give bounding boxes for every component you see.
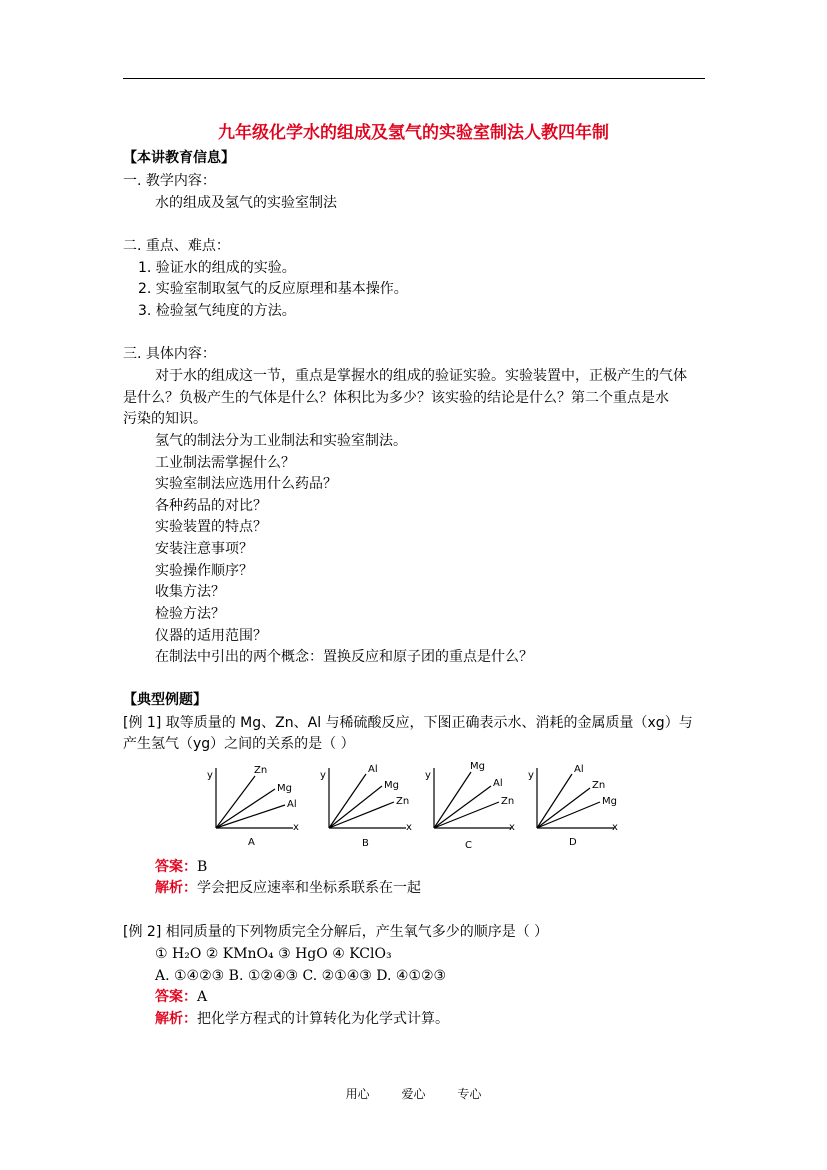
example2-substances: ① H₂O ② KMnO₄ ③ HgO ④ KClO₃ [155,946,392,962]
section3-line: 实验室制法应选用什么药品？ [155,476,337,492]
section3-line: 氢气的制法分为工业制法和实验室制法。 [155,433,407,449]
section3-heading: 三. 具体内容： [123,346,216,362]
example1-line2: 产生氢气（yg）之间的关系的是（ ） [123,736,355,752]
x-axis-label: x [406,822,412,833]
example1-answer [155,857,207,877]
section2-item: 3. 检验氢气纯度的方法。 [138,303,296,319]
section3-line: 仪器的适用范围？ [155,628,267,644]
example2-options: A. ①④②③ B. ①②④③ C. ②①④③ D. ④①②③ [155,968,447,984]
section3-paragraph-line: 是什么？负极产生的气体是什么？体积比为多少？该实验的结论是什么？第二个重点是水 [123,390,669,406]
example1-analysis [155,878,421,898]
example1-line1: [例 1] 取等质量的 Mg、Zn、Al 与稀硫酸反应，下图正确表示水、消耗的金属质量（xg）与 [123,715,693,731]
analysis-label: 解析： [155,880,197,896]
section3-line: 收集方法？ [155,584,225,600]
graph-letter: A [248,837,255,848]
answer-value: A [197,989,208,1005]
curve-label: Al [493,778,503,789]
graph-letter: D [569,837,577,848]
footer-item: 爱心 [401,1087,426,1101]
answer-value: B [197,859,208,875]
section1-body: 水的组成及氢气的实验室制法 [155,195,337,211]
example2-line1: [例 2] 相同质量的下列物质完全分解后，产生氧气多少的顺序是（ ） [123,924,549,940]
footer-item: 专心 [457,1087,482,1101]
section2-item: 2. 实验室制取氢气的反应原理和基本操作。 [138,281,408,297]
graph-b [316,758,422,850]
section3-line: 实验装置的特点？ [155,519,267,535]
y-axis-label: y [528,770,534,781]
graph-d [524,758,630,850]
analysis-value: 学会把反应速率和坐标系联系在一起 [197,880,421,896]
curve-label: Al [287,799,297,810]
curve-label: Zn [592,780,606,791]
x-axis-label: x [612,822,618,833]
section3-line: 在制法中引出的两个概念：置换反应和原子团的重点是什么？ [155,649,533,665]
curve-label: Zn [254,765,268,776]
section3-paragraph-line: 污染的知识。 [123,411,207,427]
x-axis-label: x [509,822,515,833]
section3-line: 检验方法？ [155,606,225,622]
header-rule [123,78,705,79]
curve-label: Al [368,764,378,775]
section2-item: 1. 验证水的组成的实验。 [138,260,296,276]
graph-letter: C [465,840,472,851]
curve-label: Zn [396,796,410,807]
section1-heading: 一. 教学内容： [123,173,216,189]
y-axis-label: y [425,770,431,781]
analysis-value: 把化学方程式的计算转化为化学式计算。 [197,1011,449,1027]
x-axis-label: x [293,822,299,833]
footer-item: 用心 [345,1087,370,1101]
info-header: 【本讲教育信息】 [123,150,235,166]
examples-header: 【典型例题】 [123,692,207,708]
section3-line: 各种药品的对比？ [155,498,267,514]
graph-c [421,758,527,850]
page-footer [0,1085,827,1102]
page-title: 九年级化学水的组成及氢气的实验室制法人教四年制 [218,123,609,143]
section3-line: 工业制法需掌握什么？ [155,455,295,471]
graph-letter: B [362,838,369,849]
curve-label: Mg [602,796,617,807]
analysis-label: 解析： [155,1011,197,1027]
example2-answer [155,987,207,1007]
curve-label: Al [574,764,584,775]
section3-line: 安装注意事项？ [155,541,253,557]
y-axis-label: y [207,770,213,781]
curve-label: Mg [470,761,485,772]
answer-label: 答案： [155,989,197,1005]
section3-line: 实验操作顺序？ [155,563,253,579]
example2-analysis [155,1009,449,1029]
answer-label: 答案： [155,859,197,875]
graph-a [203,758,309,850]
section3-paragraph-line: 对于水的组成这一节，重点是掌握水的组成的验证实验。实验装置中，正极产生的气体 [155,368,687,384]
curve-label: Mg [384,780,399,791]
curve-label: Mg [277,783,292,794]
section2-heading: 二. 重点、难点： [123,238,230,254]
curve-label: Zn [501,796,515,807]
y-axis-label: y [320,770,326,781]
